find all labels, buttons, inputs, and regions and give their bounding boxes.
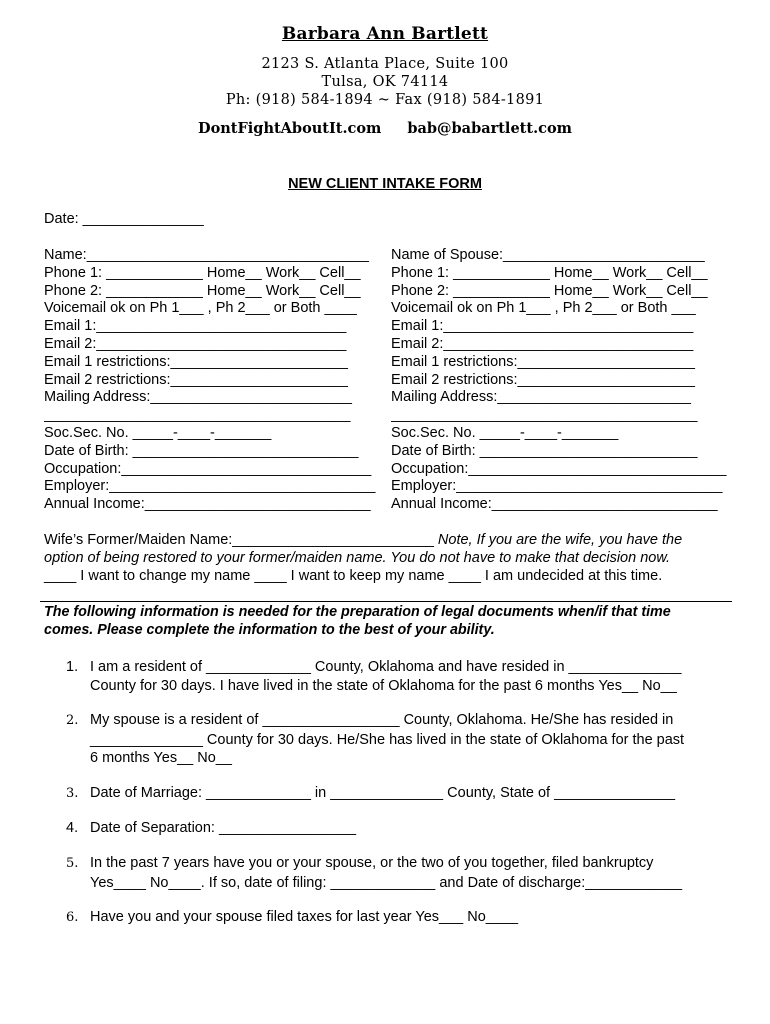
name-change-choices[interactable]: ____ I want to change my name ____ I want to keep my name ____ I am undecided at this time. — [44, 568, 663, 584]
client-field-row[interactable]: Date of Birth: ____________________________ — [44, 442, 359, 459]
question-text-line[interactable]: My spouse is a resident of _________________ County, Oklahoma. He/She has resided in — [90, 712, 674, 728]
question-number: 5. — [66, 856, 79, 871]
spouse-field-row[interactable]: Email 1:_______________________________ — [391, 318, 694, 335]
client-info-column — [44, 247, 389, 514]
maiden-name-line — [44, 532, 734, 550]
website-link[interactable]: DontFightAboutIt.com — [198, 120, 382, 137]
address-line-1: 2123 S. Atlanta Place, Suite 100 — [261, 56, 509, 72]
client-field-row[interactable]: Annual Income:____________________________ — [44, 496, 371, 513]
question-text-line[interactable]: In the past 7 years have you or your spouse, or the two of you together, filed bankruptcy — [90, 855, 654, 871]
client-field-row[interactable]: Occupation:_______________________________ — [44, 460, 372, 477]
spouse-field-row[interactable]: Voicemail ok on Ph 1___ , Ph 2___ or Both ___ — [391, 300, 696, 317]
question-number: 4. — [66, 820, 79, 836]
client-field-row[interactable]: Email 2 restrictions:______________________ — [44, 371, 348, 388]
spouse-field-row[interactable]: Phone 2: ____________ Home__ Work__ Cell__ — [391, 282, 708, 299]
client-field-row[interactable]: Name:___________________________________ — [44, 247, 369, 263]
question-text-line[interactable]: ______________ County for 30 days. He/She has lived in the state of Oklahoma for the past — [90, 731, 685, 748]
question-text-line[interactable]: Have you and your spouse filed taxes for last year Yes___ No____ — [90, 909, 519, 925]
question-text-line[interactable]: County for 30 days. I have lived in the state of Oklahoma for the past 6 months Yes__ No__ — [90, 677, 677, 694]
client-field-row[interactable]: Employer:_________________________________ — [44, 478, 376, 495]
spouse-field-row[interactable]: Employer:_________________________________ — [391, 478, 723, 495]
client-field-row[interactable]: Soc.Sec. No. _____-____-_______ — [44, 424, 272, 441]
legal-notice-line-1: The following information is needed for the preparation of legal documents when/if that time — [44, 604, 671, 620]
email-link[interactable]: bab@babartlett.com — [407, 120, 572, 137]
question-item — [66, 784, 675, 804]
client-field-row[interactable]: Phone 2: ____________ Home__ Work__ Cell__ — [44, 282, 361, 299]
address-line-2: Tulsa, OK 74114 — [321, 74, 449, 90]
question-text-line[interactable]: Date of Separation: _________________ — [90, 820, 357, 836]
form-title: NEW CLIENT INTAKE FORM — [288, 176, 482, 192]
legal-notice-line-2: comes. Please complete the information to the best of your ability. — [44, 622, 495, 638]
spouse-field-row[interactable]: Email 2 restrictions:______________________ — [391, 371, 695, 388]
client-field-row[interactable]: Email 1:_______________________________ — [44, 318, 347, 335]
spouse-field-row[interactable]: Email 1 restrictions:______________________ — [391, 353, 695, 370]
spouse-field-row[interactable]: ______________________________________ — [391, 407, 698, 424]
spouse-field-row[interactable]: Occupation:________________________________ — [391, 460, 727, 477]
client-field-row[interactable]: Phone 1: ____________ Home__ Work__ Cell__ — [44, 264, 361, 281]
client-field-row[interactable]: ______________________________________ — [44, 407, 351, 424]
question-item — [66, 711, 684, 768]
question-number: 6. — [66, 910, 79, 925]
phone-fax-line: Ph: (918) 584-1894 ~ Fax (918) 584-1891 — [225, 92, 545, 108]
question-text-line[interactable]: Yes____ No____. If so, date of filing: _____________ and Date of discharge:____________ — [90, 874, 683, 891]
spouse-field-row[interactable]: Date of Birth: ___________________________ — [391, 442, 698, 459]
client-field-row[interactable]: Email 2:_______________________________ — [44, 335, 347, 352]
contact-line — [0, 120, 770, 137]
question-item — [66, 908, 518, 928]
client-field-row[interactable]: Mailing Address:_________________________ — [44, 389, 352, 406]
client-field-row[interactable]: Email 1 restrictions:______________________ — [44, 353, 348, 370]
question-text-line[interactable]: 6 months Yes__ No__ — [90, 750, 232, 766]
question-text-line[interactable]: Date of Marriage: _____________ in ______________ County, State of _______________ — [90, 785, 676, 801]
spouse-field-row[interactable]: Email 2:_______________________________ — [391, 335, 694, 352]
maiden-name-field[interactable]: Wife’s Former/Maiden Name:_________________________ — [44, 532, 434, 548]
section-divider — [40, 601, 732, 602]
attorney-name: Barbara Ann Bartlett — [281, 24, 489, 44]
spouse-field-row[interactable]: Mailing Address:________________________ — [391, 389, 691, 406]
spouse-info-column — [391, 247, 731, 514]
question-number: 3. — [66, 786, 79, 801]
client-field-row[interactable]: Voicemail ok on Ph 1___ , Ph 2___ or Both ____ — [44, 300, 357, 317]
spouse-field-row[interactable]: Annual Income:____________________________ — [391, 496, 718, 513]
spouse-field-row[interactable]: Soc.Sec. No. _____-____-_______ — [391, 424, 619, 441]
question-number: 1. — [66, 659, 79, 675]
spouse-field-row[interactable]: Name of Spouse:_________________________ — [391, 247, 705, 263]
question-text-line[interactable]: I am a resident of _____________ County, Oklahoma and have resided in ______________ — [90, 659, 682, 675]
maiden-note: Note, If you are the wife, you have the — [433, 532, 683, 548]
question-item — [66, 819, 356, 838]
spouse-field-row[interactable]: Phone 1: ____________ Home__ Work__ Cell__ — [391, 264, 708, 281]
date-field[interactable]: Date: _______________ — [44, 211, 204, 227]
question-item — [66, 854, 682, 892]
question-item — [66, 658, 681, 695]
maiden-note-continued: option of being restored to your former/maiden name. You do not have to make that decision now. — [44, 550, 671, 566]
question-number: 2. — [66, 713, 79, 728]
